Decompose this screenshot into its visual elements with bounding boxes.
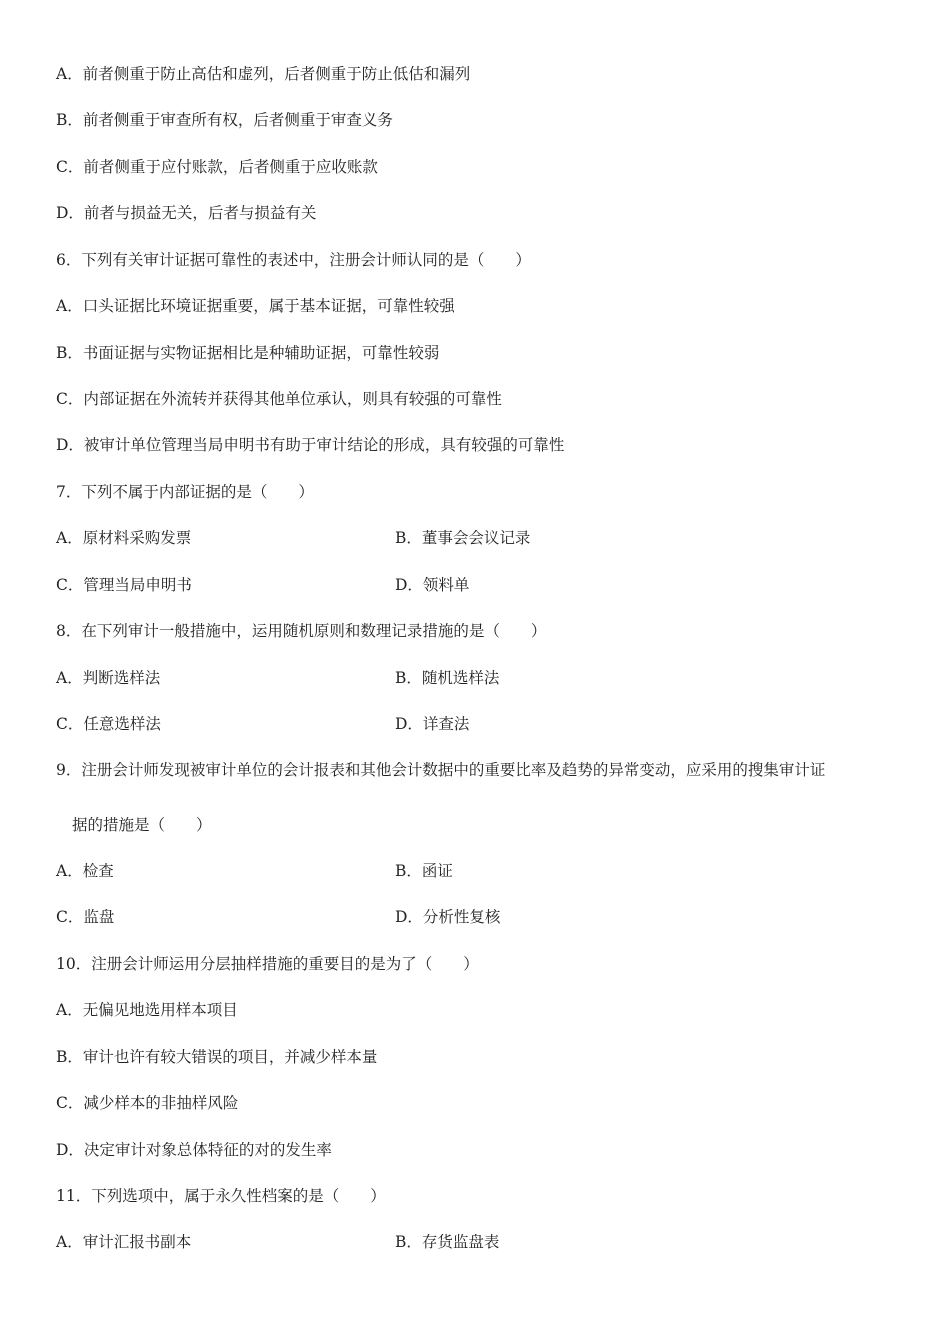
- q6-option-c: C．内部证据在外流转并获得其他单位承认，则具有较强的可靠性: [56, 390, 502, 408]
- q7-option-d: D．领料单: [395, 576, 470, 594]
- q11-option-a: A．审计汇报书副本: [56, 1233, 192, 1251]
- q10-option-c: C．减少样本的非抽样风险: [56, 1094, 239, 1112]
- q5-option-a: A．前者侧重于防止高估和虚列，后者侧重于防止低估和漏列: [56, 65, 471, 83]
- q6-stem: 6．下列有关审计证据可靠性的表述中，注册会计师认同的是（ ）: [56, 251, 531, 269]
- q9-option-d: D．分析性复核: [395, 908, 501, 926]
- q8-option-b: B．随机选样法: [395, 669, 500, 687]
- q5-option-d: D．前者与损益无关，后者与损益有关: [56, 204, 317, 222]
- q7-option-c: C．管理当局申明书: [56, 576, 192, 594]
- q7-stem: 7．下列不属于内部证据的是（ ）: [56, 483, 314, 501]
- q7-option-b: B．董事会会议记录: [395, 529, 531, 547]
- q6-option-d: D．被审计单位管理当局申明书有助于审计结论的形成，具有较强的可靠性: [56, 436, 565, 454]
- q10-stem: 10．注册会计师运用分层抽样措施的重要目的是为了（ ）: [56, 955, 479, 973]
- q11-stem: 11．下列选项中，属于永久性档案的是（ ）: [56, 1187, 386, 1205]
- q10-option-a: A．无偏见地选用样本项目: [56, 1001, 238, 1019]
- q10-option-d: D．决定审计对象总体特征的对的发生率: [56, 1141, 332, 1159]
- q8-option-c: C．任意选样法: [56, 715, 161, 733]
- q6-option-b: B．书面证据与实物证据相比是种辅助证据，可靠性较弱: [56, 344, 440, 362]
- q10-option-b: B．审计也许有较大错误的项目，并减少样本量: [56, 1048, 378, 1066]
- q8-option-a: A．判断选样法: [56, 669, 161, 687]
- q9-option-c: C．监盘: [56, 908, 115, 926]
- q11-option-b: B．存货监盘表: [395, 1233, 500, 1251]
- q8-stem: 8．在下列审计一般措施中，运用随机原则和数理记录措施的是（ ）: [56, 622, 547, 640]
- q7-option-a: A．原材料采购发票: [56, 529, 192, 547]
- q9-stem: 9．注册会计师发现被审计单位的会计报表和其他会计数据中的重要比率及趋势的异常变动，应采用的搜集审计证: [56, 761, 826, 779]
- q9-option-a: A．检查: [56, 862, 114, 880]
- q9-option-b: B．函证: [395, 862, 453, 880]
- q8-option-d: D．详查法: [395, 715, 470, 733]
- q5-option-b: B．前者侧重于审查所有权，后者侧重于审查义务: [56, 111, 393, 129]
- q9-stem-continued: 据的措施是（ ）: [72, 816, 212, 834]
- q5-option-c: C．前者侧重于应付账款，后者侧重于应收账款: [56, 158, 378, 176]
- q6-option-a: A．口头证据比环境证据重要，属于基本证据，可靠性较强: [56, 297, 455, 315]
